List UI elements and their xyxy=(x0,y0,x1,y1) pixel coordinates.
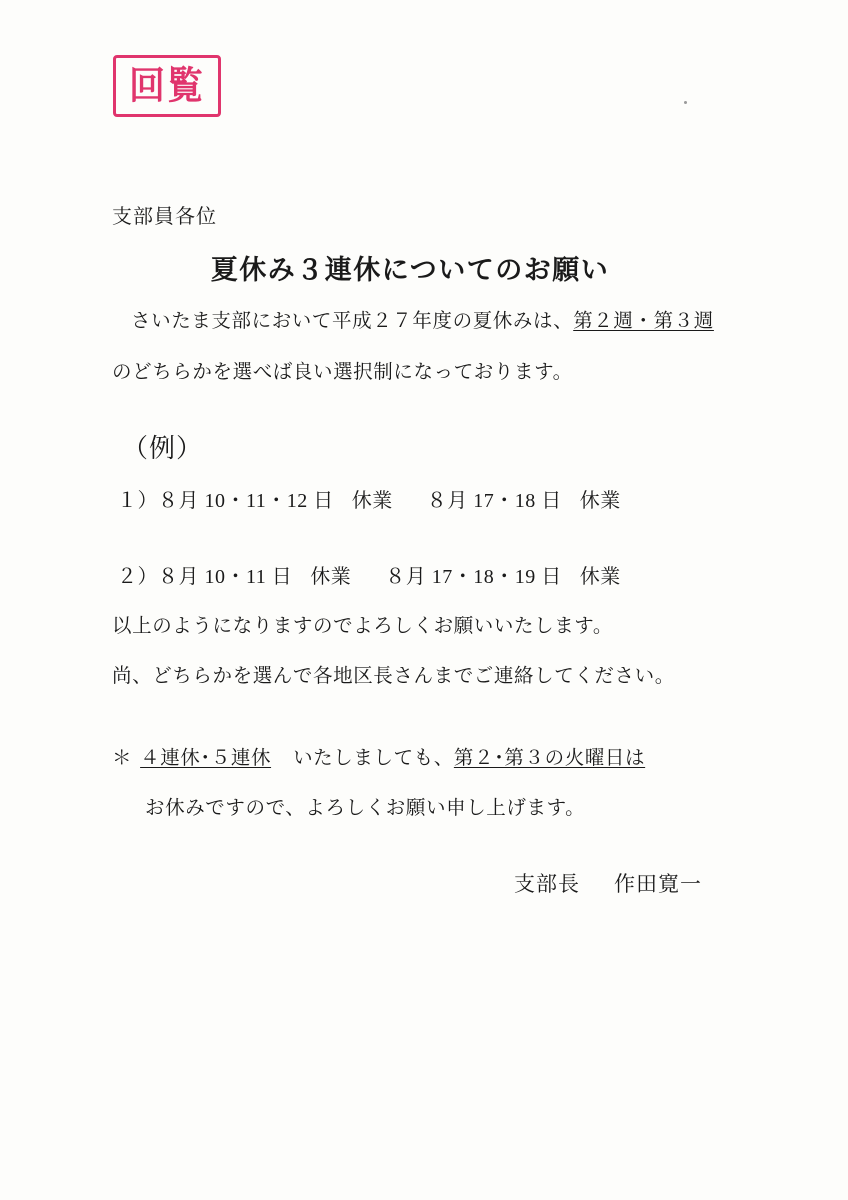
signature-role: 支部長 xyxy=(514,872,580,896)
asterisk-icon: ＊ xyxy=(112,748,133,769)
example-item-1-second-period: ８月 17・18 日 xyxy=(426,490,562,512)
note-line-2: お休みですので、よろしくお願い申し上げます。 xyxy=(145,798,586,819)
intro-line-1 xyxy=(131,307,714,336)
example-item-2-first-period: ８月 10・11 日 xyxy=(158,566,293,588)
circulation-stamp-label: 回覧 xyxy=(128,63,205,109)
scan-speck xyxy=(684,101,687,104)
example-item-1-number: １） xyxy=(117,490,158,512)
example-item-2-second-period: ８月 17・18・19 日 xyxy=(385,566,562,588)
example-item-1-first-period: ８月 10・11・12 日 xyxy=(158,490,334,512)
example-item-2-second-status: 休業 xyxy=(579,566,621,588)
closing-line-1: 以上のようになりますのでよろしくお願いいたします。 xyxy=(112,616,613,637)
note-underlined-holidays: ４連休･５連休 xyxy=(140,748,272,769)
intro-line-1-text: さいたま支部において平成２７年度の夏休みは、 xyxy=(131,311,574,332)
circulation-stamp xyxy=(113,55,221,117)
intro-line-2: のどちらかを選べば良い選択制になっております。 xyxy=(112,362,573,383)
example-item-1 xyxy=(117,484,621,513)
page-title: 夏休み３連休についてのお願い xyxy=(210,255,610,285)
note-middle-text: いたしましても、 xyxy=(293,748,454,769)
example-item-1-first-status: 休業 xyxy=(351,490,393,512)
example-item-2-first-status: 休業 xyxy=(310,566,352,588)
note-underlined-tuesdays: 第２･第３の火曜日は xyxy=(453,748,646,769)
example-heading: （例） xyxy=(122,434,204,463)
signature-block xyxy=(514,868,702,898)
addressee-line: 支部員各位 xyxy=(112,206,217,228)
signature-name: 作田寛一 xyxy=(614,872,702,896)
intro-underlined-weeks: 第２週・第３週 xyxy=(573,311,714,332)
example-item-2 xyxy=(117,560,621,589)
closing-line-2: 尚、どちらかを選んで各地区長さんまでご連絡してください。 xyxy=(112,666,675,687)
example-item-2-number: ２） xyxy=(117,566,158,588)
note-line-1 xyxy=(112,742,645,770)
example-item-1-second-status: 休業 xyxy=(579,490,621,512)
